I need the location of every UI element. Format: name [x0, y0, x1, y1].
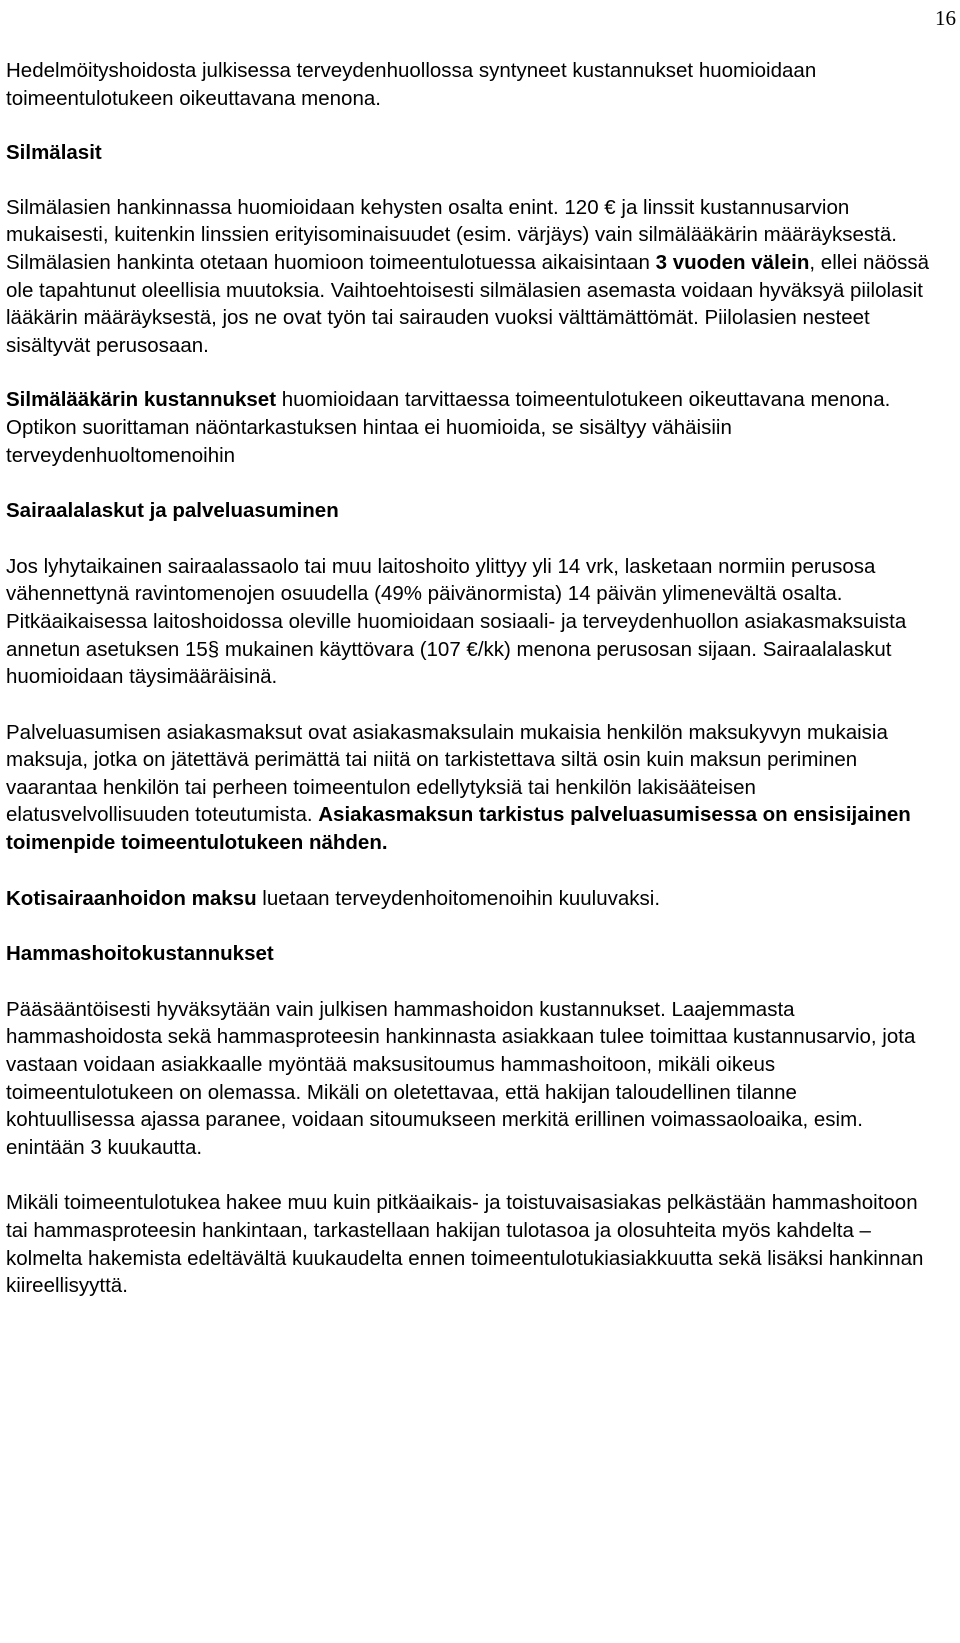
paragraph-fertility-treatment: Hedelmöityshoidosta julkisessa terveydenhuollossa syntyneet kustannukset huomioidaan toimeentulotukeen oikeuttavana menona.	[6, 59, 817, 110]
paragraph-glasses	[6, 194, 930, 360]
paragraph-home-nursing	[6, 885, 930, 913]
paragraph-glasses-text-a: Silmälasien hankinnassa huomioidaan kehysten osalta enint. 120 € ja linssit kustannusarvion mukaisesti, kuitenkin linssien erityisominaisuudet (esim. värjäys) vain silmälääkärin määräyksestä. Silmälasien hankinta otetaan huomioon toimeentulotuessa aikaisintaan	[6, 195, 897, 274]
paragraph-glasses-text-b: , ellei näössä ole tapahtunut oleellisia muutoksia. Vaihtoehtoisesti silmälasien asemasta voidaan hyväksyä piilolasit lääkärin määräyksestä, jos ne ovat työn tai sairauden vuoksi välttämättömät. Piilolasien nesteet sisältyvät perusosaan.	[6, 250, 930, 357]
paragraph-home-nursing-bold: Kotisairaanhoidon maksu	[6, 886, 257, 910]
page-number: 16	[935, 6, 956, 30]
document-body	[6, 57, 930, 1300]
paragraph-ophthalmologist-text: huomioidaan tarvittaessa toimeentulotukeen oikeuttavana menona. Optikon suorittaman näöntarkastuksen hintaa ei huomioida, se sisältyy vähäisiin terveydenhuoltomenoihin	[6, 388, 891, 467]
paragraph-assisted-living	[6, 719, 930, 857]
paragraph-assisted-living-bold: Asiakasmaksun tarkistus palveluasumisessa on ensisijainen toimenpide toimeentulotukeen nähden.	[6, 803, 911, 855]
paragraph-ophthalmologist	[6, 386, 930, 469]
heading-sairaalalaskut: Sairaalalaskut ja palveluasuminen	[6, 499, 339, 523]
paragraph-assisted-living-text: Palveluasumisen asiakasmaksut ovat asiakasmaksulain mukaisia henkilön maksukyvyn mukaisia maksuja, jotka on jätettävä perimättä tai niitä on tarkistettava siltä osin kuin maksun periminen vaarantaa henkilön tai perheen toimeentulon edellytyksiä tai henkilön lakisääteisen elatusvelvollisuuden toteutumista.	[6, 720, 888, 827]
paragraph-dental-applicant: Mikäli toimeentulotukea hakee muu kuin pitkäaikais- ja toistuvaisasiakas pelkästään hammashoitoon tai hammasproteesin hankintaan, tarkastellaan hakijan tulotasoa ja olosuhteita myös kahdelta – kolmelta hakemista edeltävältä kuukaudelta ennen toimeentulotukiasiakkuutta sekä lisäksi hankinnan kiireellisyyttä.	[6, 1191, 924, 1298]
heading-silmalasit: Silmälasit	[6, 141, 102, 165]
paragraph-ophthalmologist-bold: Silmälääkärin kustannukset	[6, 388, 277, 412]
heading-hammashoito: Hammashoitokustannukset	[6, 942, 274, 966]
paragraph-glasses-bold: 3 vuoden välein	[655, 250, 810, 274]
paragraph-home-nursing-text: luetaan terveydenhoitomenoihin kuuluvaksi.	[256, 886, 661, 910]
paragraph-hospital-stay: Jos lyhytaikainen sairaalassaolo tai muu laitoshoito ylittyy yli 14 vrk, lasketaan normiin perusosa vähennettynä ravintomenojen osuudella (49% päivänormista) 14 päivän ylimenevältä osalta. Pitkäaikaisessa laitoshoidossa oleville huomioidaan sosiaali- ja terveydenhuollon asiakasmaksuista annetun asetuksen 15§ mukainen käyttövara (107 €/kk) menona perusosan sijaan. Sairaalalaskut huomioidaan täysimääräisinä.	[6, 554, 907, 689]
paragraph-dental-public: Pääsääntöisesti hyväksytään vain julkisen hammashoidon kustannukset. Laajemmasta hammashoidosta sekä hammasproteesin hankinnasta asiakkaan tulee toimittaa kustannusarvio, jota vastaan voidaan asiakkaalle myöntää maksusitoumus hammashoitoon, mikäli oikeus toimeentulotukeen on olemassa. Mikäli on oletettavaa, että hakijan taloudellinen tilanne kohtuullisessa ajassa paranee, voidaan sitoumukseen merkitä erillinen voimassaoloaika, esim. enintään 3 kuukautta.	[6, 997, 916, 1159]
